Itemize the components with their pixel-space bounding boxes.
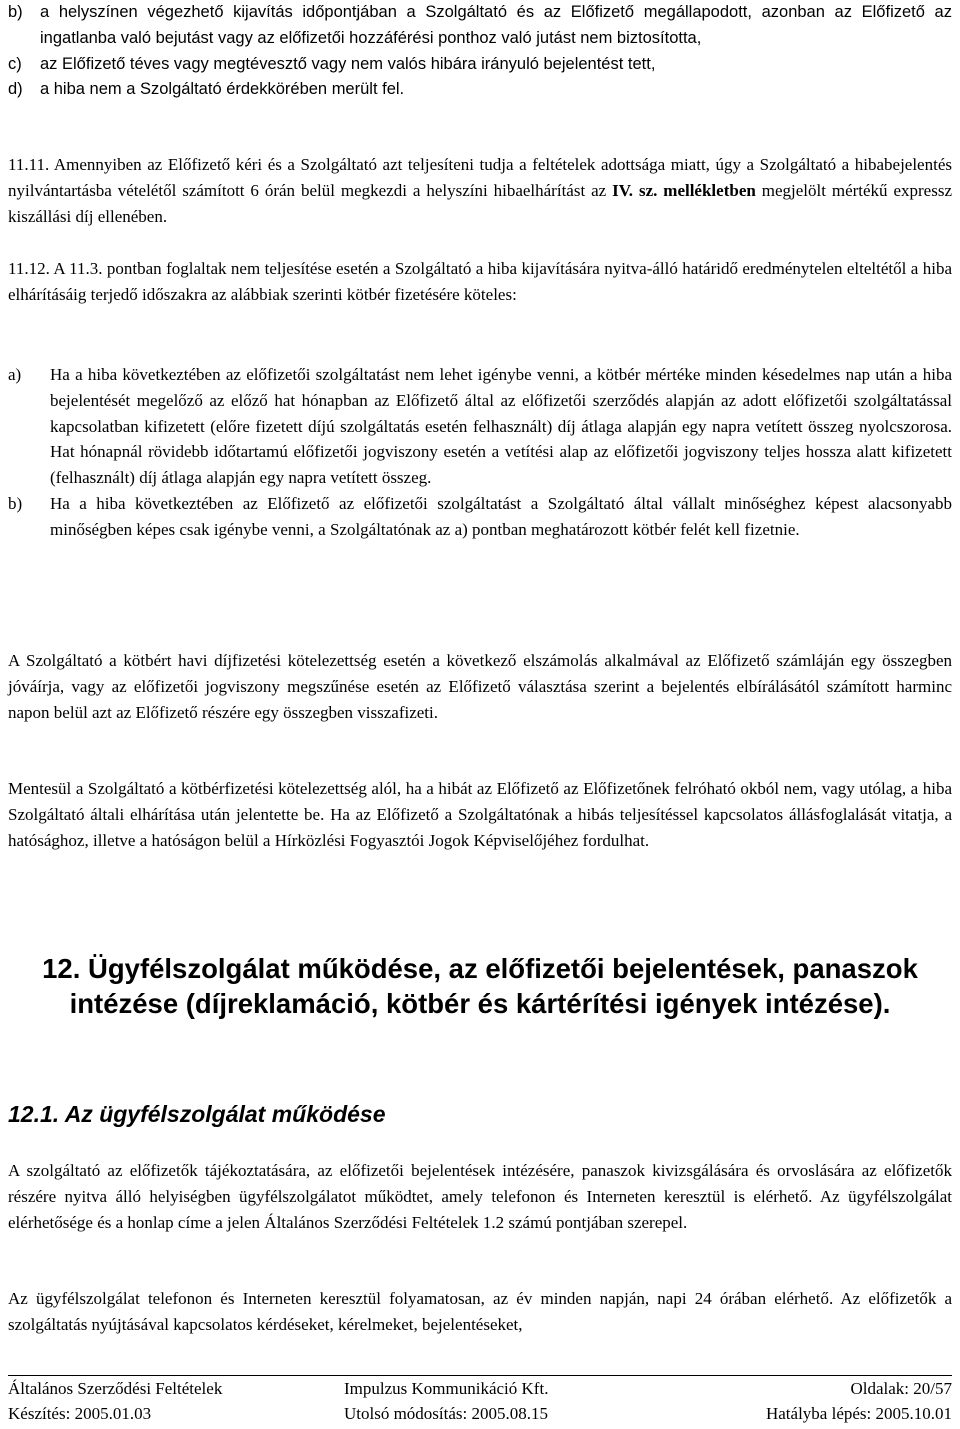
- penalty-list: [8, 362, 952, 543]
- footer-effective-date: Hatályba lépés: 2005.10.01: [765, 1404, 952, 1423]
- list-item: [8, 52, 952, 78]
- list-item-label: b): [8, 493, 23, 513]
- list-item: [8, 0, 952, 52]
- paragraph-12-1-a: A szolgáltató az előfizetők tájékoztatására, az előfizetői bejelentések intézésére, panaszok kivizsgálására és orvoslására az előfizetők részére nyitva álló helyiségben ügyfélszolgálatot működtet, amely telefonon és Interneten keresztül is elérhető. Az ügyfélszolgálat elérhetősége és a honlap címe a jelen Általános Szerződési Feltételek 1.2 számú pontjában szerepel.: [8, 1161, 952, 1232]
- paragraph-mentesul: Mentesül a Szolgáltató a kötbérfizetési kötelezettség alól, ha a hibát az Előfizető az Előfizetőnek felróható okból nem, vagy utólag, a hiba Szolgáltató általi elhárítása után jelentette be. Ha az Előfizető a Szolgáltatónak a hibás teljesítéssel kapcsolatos állásfoglalását vitatja, a hatósághoz, illetve a hatóságon belül a Hírközlési Fogyasztói Jogok Képviselőjéhez fordulhat.: [8, 779, 952, 850]
- paragraph-11-11-post: megjelölt mértékű expressz kiszállási díj ellenében.: [8, 180, 952, 226]
- section-heading-12: 12. Ügyfélszolgálat működése, az előfizetői bejelentések, panaszok intézése (díjreklamáció, kötbér és kártérítési igények intézése).: [42, 953, 918, 1019]
- annex-reference: IV. sz. mellékletben: [612, 180, 756, 200]
- footer-modified-date: Utolsó módosítás: 2005.08.15: [344, 1404, 549, 1423]
- paragraph-kotber: A Szolgáltató a kötbért havi díjfizetési kötelezettség esetén a következő elszámolás alkalmával az Előfizető számláján egy összegben jóváírja, vagy az előfizetői jogviszony megszűnése esetén az Előfizető választása szerint a bejelentés elbírálásától számított harminc napon belül azt az Előfizető részére egy összegben visszafizeti.: [8, 651, 952, 722]
- footer-row-1: [8, 1376, 952, 1401]
- list-item-label: d): [8, 80, 23, 99]
- hiba-exceptions-list: [8, 0, 952, 103]
- list-item-text: Ha a hiba következtében az előfizetői szolgáltatást nem lehet igénybe venni, a kötbér mértéke minden késedelmes nap után a hiba bejelentését megelőző az előző hat hónapban az Előfizető által az előfizetői szerződés alapján az adott előfizetői szolgáltatással kapcsolatban kifizetett (előre fizetett díjú szolgáltatás esetén felhasznált) díj átlaga alapján egy napra vetített összeg nyolcszorosa. Hat hónapnál rövidebb időtartamú előfizetői jogviszony esetén a vetítési alap az előfizetői jogviszony teljes hossza alatt kifizetett (felhasznált) díj átlaga alapján egy napra vetített összeg.: [50, 365, 952, 488]
- list-item-text: Ha a hiba következtében az Előfizető az előfizetői szolgáltatást a Szolgáltató által vállalt minőséghez képest alacsonyabb minőségben képes csak igénybe venni, a Szolgáltatónak az a) pontban meghatározott kötbér felét kell fizetnie.: [50, 493, 952, 539]
- footer-doc-title: Általános Szerződési Feltételek: [8, 1379, 223, 1398]
- footer-row-2: [8, 1401, 952, 1426]
- subsection-heading-12-1: 12.1. Az ügyfélszolgálat működése: [8, 1101, 386, 1127]
- paragraph-11-12: 11.12. A 11.3. pontban foglaltak nem teljesítése esetén a Szolgáltató a hiba kijavítására nyitva-álló határidő eredménytelen elteltétől a hiba elhárításáig terjedő időszakra az alábbiak szerinti kötbér fizetésére köteles:: [8, 259, 952, 304]
- list-item-text: a helyszínen végezhető kijavítás időpontjában a Szolgáltató és az Előfizető megállapodott, azonban az Előfizető az ingatlanba való bejutást vagy az előfizetői hozzáférési ponthoz való jutást nem biztosította,: [40, 3, 952, 47]
- list-item-text: a hiba nem a Szolgáltató érdekkörében merült fel.: [40, 80, 405, 99]
- page-footer: [8, 1375, 952, 1426]
- paragraph-12-1-b: Az ügyfélszolgálat telefonon és Interneten keresztül folyamatosan, az év minden napján, napi 24 órában elérhető. Az előfizetők a szolgáltatás nyújtásával kapcsolatos kérdéseket, kérelmeket, bejelentéseket,: [8, 1289, 952, 1334]
- list-item-text: az Előfizető téves vagy megtévesztő vagy nem valós hibára irányuló bejelentést tett,: [40, 54, 656, 73]
- footer-page-number: Oldalak: 20/57: [850, 1379, 952, 1398]
- list-item-label: b): [8, 3, 23, 21]
- list-item: [8, 77, 952, 103]
- list-item-label: c): [8, 54, 22, 73]
- list-item-label: a): [8, 365, 22, 384]
- paragraph-11-11-pre: 11.11. Amennyiben az Előfizető kéri és a Szolgáltató azt teljesíteni tudja a feltételek adottsága miatt, úgy a Szolgáltató a hibabejelentés nyilvántartásba vételétől számított 6 órán belül megkezdi a helyszíni hibaelhárítást az: [8, 155, 952, 200]
- list-item: [8, 491, 952, 543]
- list-item: [8, 362, 952, 491]
- footer-created-date: Készítés: 2005.01.03: [8, 1404, 152, 1423]
- footer-company: Impulzus Kommunikáció Kft.: [344, 1379, 549, 1398]
- paragraph-11-11: [8, 152, 952, 229]
